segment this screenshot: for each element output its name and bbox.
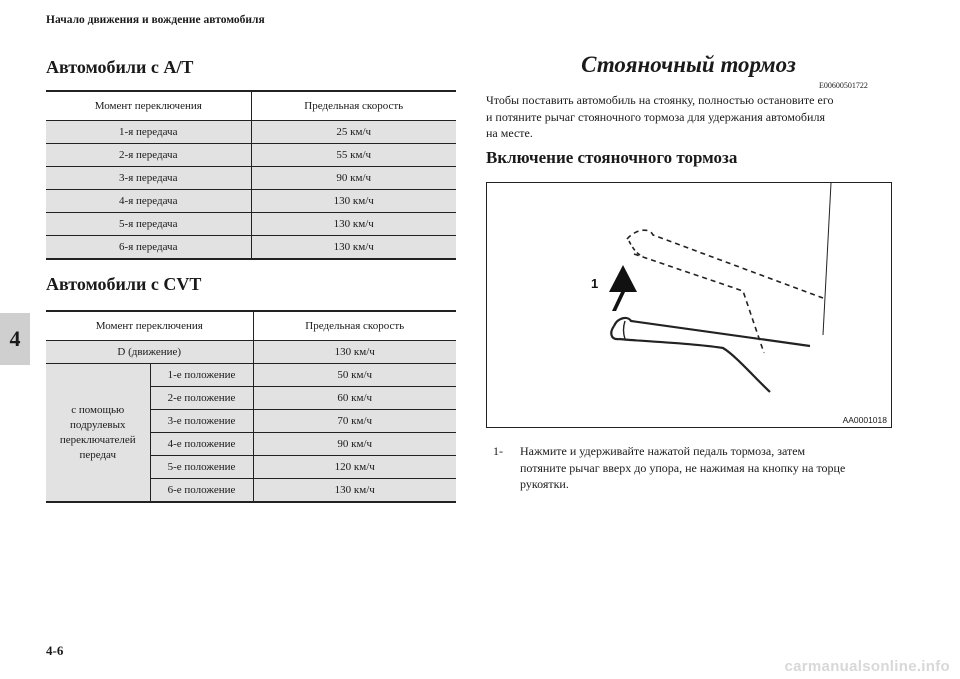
speed-cell: 90 км/ч — [251, 167, 456, 190]
step-number: 1- — [493, 444, 503, 458]
cvt-heading: Автомобили с CVT — [46, 274, 202, 294]
table-row — [46, 121, 456, 144]
gear-cell: 5-я передача — [46, 213, 251, 236]
speed-cell: 25 км/ч — [251, 121, 456, 144]
raised-lever-outline — [629, 241, 643, 256]
mode-cell: D (движение) — [46, 341, 253, 364]
speed-cell: 130 км/ч — [253, 341, 456, 364]
table-row — [46, 144, 456, 167]
gear-cell: 3-я передача — [46, 167, 251, 190]
lever-handle — [619, 339, 770, 392]
gear-cell: 1-я передача — [46, 121, 251, 144]
callout-number: 1 — [591, 276, 599, 291]
table-row — [46, 236, 456, 260]
step-line: Нажмите и удерживайте нажатой педаль тормоза, затем — [520, 444, 806, 458]
step-text — [520, 443, 890, 493]
lever-button — [611, 326, 619, 339]
step-line: рукоятки. — [520, 477, 569, 491]
chapter-tab: 4 — [0, 313, 30, 365]
speed-cell: 130 км/ч — [251, 190, 456, 213]
column-header: Момент переключения — [46, 91, 251, 121]
parking-brake-figure — [486, 182, 892, 428]
group-label-line: подрулевых — [70, 418, 126, 431]
speed-cell: 90 км/ч — [253, 433, 456, 456]
table-row — [46, 364, 456, 387]
console-edge — [823, 183, 831, 335]
subsection-heading: Включение стояночного тормоза — [486, 148, 738, 167]
speed-cell: 120 км/ч — [253, 456, 456, 479]
gear-cell: 4-я передача — [46, 190, 251, 213]
table-row — [46, 167, 456, 190]
cvt-speed-table — [46, 310, 456, 503]
speed-cell: 70 км/ч — [253, 410, 456, 433]
position-cell: 3-е положение — [150, 410, 253, 433]
group-label-line: с помощью — [71, 403, 125, 416]
position-cell: 6-е положение — [150, 479, 253, 503]
column-header: Момент переключения — [46, 311, 253, 341]
pull-direction-arrow — [609, 265, 637, 311]
speed-cell: 130 км/ч — [253, 479, 456, 503]
position-cell: 1-е положение — [150, 364, 253, 387]
speed-cell: 55 км/ч — [251, 144, 456, 167]
running-header: Начало движения и вождение автомобиля — [46, 14, 265, 26]
figure-code: AA0001018 — [842, 415, 887, 425]
step-line: потяните рычаг вверх до упора, не нажимая на кнопку на торце — [520, 460, 846, 475]
section-code: E00600501722 — [819, 81, 868, 90]
gear-cell: 2-я передача — [46, 144, 251, 167]
lever-button — [624, 321, 626, 339]
position-cell: 2-е положение — [150, 387, 253, 410]
raised-lever-outline — [627, 230, 823, 298]
speed-cell: 130 км/ч — [251, 213, 456, 236]
column-header: Предельная скорость — [253, 311, 456, 341]
intro-paragraph — [486, 92, 896, 142]
speed-cell: 60 км/ч — [253, 387, 456, 410]
group-label-line: передач — [79, 448, 117, 461]
group-label-line: переключателей — [59, 433, 136, 446]
speed-cell: 130 км/ч — [251, 236, 456, 260]
table-row — [46, 190, 456, 213]
at-speed-table — [46, 90, 456, 260]
table-row — [46, 213, 456, 236]
at-heading: Автомобили с A/T — [46, 57, 194, 77]
table-row — [46, 341, 456, 364]
intro-line: Чтобы поставить автомобиль на стоянку, полностью остановите его — [486, 93, 834, 107]
column-header: Предельная скорость — [251, 91, 456, 121]
gear-cell: 6-я передача — [46, 236, 251, 260]
intro-line: на месте. — [486, 126, 533, 140]
position-cell: 4-е положение — [150, 433, 253, 456]
intro-line: и потяните рычаг стояночного тормоза для удержания автомобиля — [486, 109, 825, 124]
paddle-group-label — [46, 364, 150, 503]
watermark: carmanualsonline.info — [784, 658, 950, 675]
section-title: Стояночный тормоз — [581, 52, 796, 77]
position-cell: 5-е положение — [150, 456, 253, 479]
parking-brake-lever-illustration — [487, 183, 893, 429]
page-number: 4-6 — [46, 643, 64, 658]
speed-cell: 50 км/ч — [253, 364, 456, 387]
